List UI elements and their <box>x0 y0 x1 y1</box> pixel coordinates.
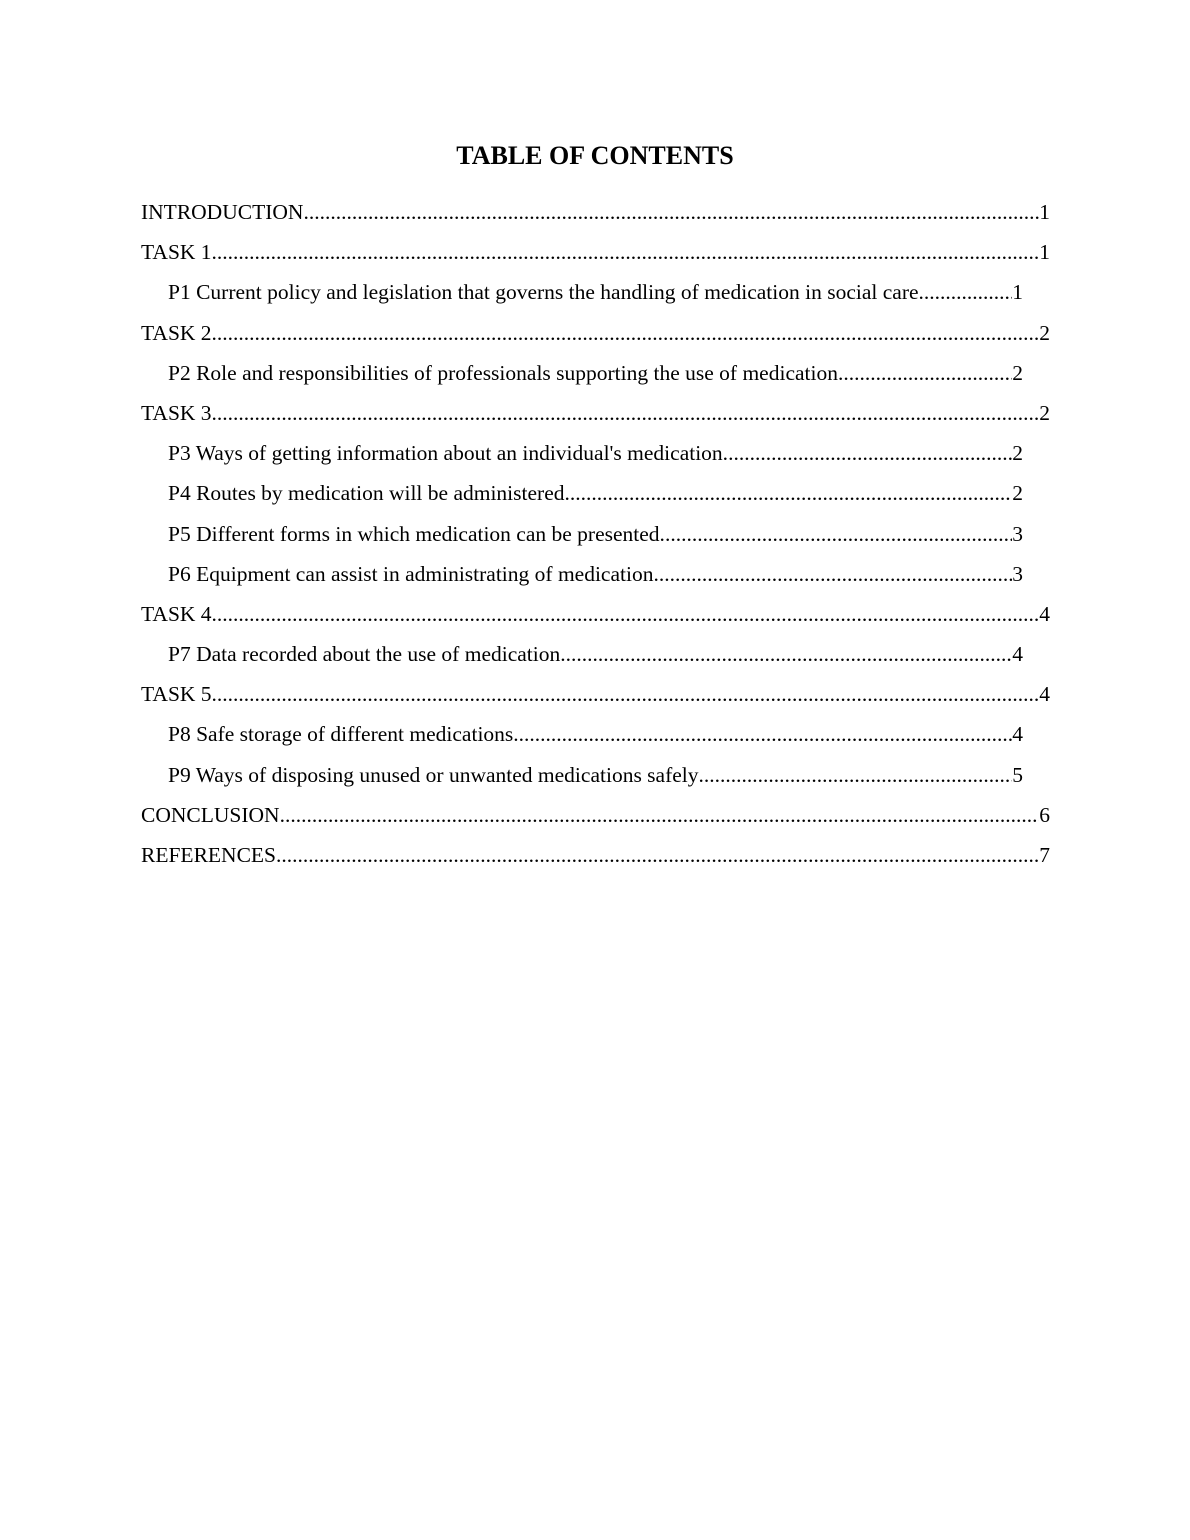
toc-page-number: 2 <box>1012 441 1023 466</box>
toc-dot-leader <box>924 276 1012 308</box>
toc-page-number: 4 <box>1012 722 1023 747</box>
toc-page-number: 5 <box>1012 762 1023 787</box>
toc-dot-leader <box>843 357 1012 389</box>
table-of-contents <box>0 196 1190 879</box>
toc-dot-leader <box>570 477 1012 509</box>
toc-dot-leader <box>728 437 1012 469</box>
toc-entry-task-5[interactable] <box>141 678 1050 718</box>
page-title: TABLE OF CONTENTS <box>456 141 734 170</box>
toc-entry-introduction[interactable] <box>141 196 1050 236</box>
toc-entry-label: P2 Role and responsibilities of professionals supporting the use of medication. <box>168 360 844 385</box>
toc-page-number: 1 <box>1012 280 1023 305</box>
toc-entry-label: CONCLUSION <box>141 802 280 827</box>
toc-dot-leader <box>212 317 1040 349</box>
toc-dot-leader <box>212 236 1040 268</box>
toc-entry-p7[interactable] <box>168 638 1023 678</box>
toc-page-number: 3 <box>1012 521 1023 546</box>
toc-page-number: 4 <box>1039 601 1050 626</box>
toc-entry-p3[interactable] <box>168 437 1023 477</box>
toc-entry-conclusion[interactable] <box>141 799 1050 839</box>
toc-entry-label: TASK 2 <box>141 320 212 345</box>
toc-entry-label: P8 Safe storage of different medications <box>168 722 514 747</box>
toc-dot-leader <box>513 718 1012 750</box>
toc-dot-leader <box>699 759 1013 791</box>
toc-entry-task-3[interactable] <box>141 397 1050 437</box>
toc-page-number: 7 <box>1039 843 1050 867</box>
toc-entry-p2[interactable] <box>168 357 1023 397</box>
toc-page-number: 1 <box>1039 200 1050 224</box>
toc-dot-leader <box>212 397 1040 429</box>
toc-page-number: 2 <box>1012 481 1023 506</box>
toc-dot-leader <box>303 196 1039 228</box>
toc-page-number: 1 <box>1039 240 1050 265</box>
toc-page-number: 2 <box>1012 360 1023 385</box>
toc-entry-label: P4 Routes by medication will be administered. <box>168 481 570 506</box>
toc-entry-p9[interactable] <box>168 759 1023 799</box>
toc-dot-leader <box>665 518 1012 550</box>
toc-dot-leader <box>276 839 1039 871</box>
toc-page-number: 3 <box>1012 561 1023 586</box>
toc-entry-p1[interactable] <box>168 276 1023 316</box>
toc-entry-p4[interactable] <box>168 477 1023 517</box>
toc-page-number: 2 <box>1039 400 1050 425</box>
toc-entry-p6[interactable] <box>168 558 1023 598</box>
toc-entry-task-4[interactable] <box>141 598 1050 638</box>
toc-entry-label: REFERENCES <box>141 843 276 867</box>
toc-dot-leader <box>212 598 1040 630</box>
toc-entry-label: P9 Ways of disposing unused or unwanted medications safely <box>168 762 699 787</box>
toc-entry-task-2[interactable] <box>141 317 1050 357</box>
toc-entry-p8[interactable] <box>168 718 1023 758</box>
toc-entry-label: TASK 4 <box>141 601 212 626</box>
toc-page-number: 2 <box>1039 320 1050 345</box>
toc-entry-label: TASK 5 <box>141 682 212 707</box>
toc-dot-leader <box>280 799 1040 831</box>
toc-page-number: 6 <box>1039 802 1050 827</box>
toc-entry-label: P3 Ways of getting information about an individual's medication. <box>168 441 729 466</box>
toc-page-number: 4 <box>1039 682 1050 707</box>
toc-entry-label: P7 Data recorded about the use of medication. <box>168 642 566 667</box>
toc-entry-references[interactable] <box>141 839 1050 879</box>
toc-entry-label: P6 Equipment can assist in administrating of medication. <box>168 561 659 586</box>
toc-entry-label: TASK 1 <box>141 240 212 265</box>
toc-dot-leader <box>212 678 1040 710</box>
toc-entry-label: P5 Different forms in which medication can be presented. <box>168 521 665 546</box>
toc-dot-leader <box>566 638 1013 670</box>
toc-entry-label: TASK 3 <box>141 400 212 425</box>
toc-entry-task-1[interactable] <box>141 236 1050 276</box>
toc-dot-leader <box>659 558 1012 590</box>
toc-entry-p5[interactable] <box>168 518 1023 558</box>
toc-entry-label: P1 Current policy and legislation that governs the handling of medication in social care. <box>168 280 924 305</box>
toc-page-number: 4 <box>1012 642 1023 667</box>
toc-entry-label: INTRODUCTION <box>141 200 304 224</box>
